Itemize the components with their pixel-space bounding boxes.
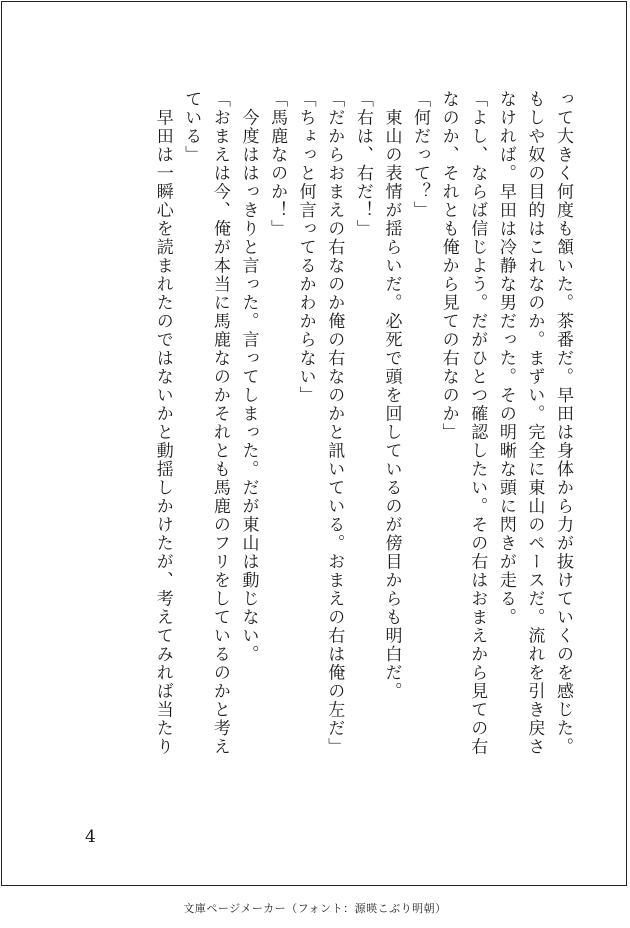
text-line: なのか、それとも俺から見ての右なのか」 [438,90,459,442]
text-line: 「ちょっと何言ってるかわからない」 [295,90,316,405]
text-line: なければ。早田は冷静な男だった。その明晰な頭に閃きが走る。 [495,90,516,627]
text-line: 「よし、ならば信じよう。だがひとつ確認したい。その右はおまえから見ての右 [467,90,488,756]
vertical-body-text [148,90,577,850]
text-line: 「だからおまえの右なのか俺の右なのかと訊いている。おまえの右は俺の左だ」 [324,90,345,756]
footer-caption: 文庫ページメーカー（フォント：源暎こぶり明朝） [183,902,447,915]
text-line: って大きく何度も頷いた。茶番だ。早田は身体から力が抜けていくのを感じた。 [553,90,573,756]
text-line: 「何だって？」 [410,90,431,220]
text-line: 「馬鹿なのか！」 [267,90,288,238]
text-line: 今度ははっきりと言った。言ってしまった。だが東山は動じない。 [238,90,259,664]
text-line: もしや奴の目的はこれなのか。まずい。完全に東山のペースだ。流れを引き戻さ [524,90,545,756]
page-number: 4 [85,827,96,847]
text-line: 東山の表情が揺らいだ。必死で頭を回しているのが傍目からも明白だ。 [381,90,402,701]
text-line: 「右は、右だ！」 [352,90,373,238]
book-page [1,1,627,886]
text-line: 「おまえは今、俺が本当に馬鹿なのかそれとも馬鹿のフリをしているのかと考え [209,90,230,756]
text-line: ている」 [181,90,202,164]
text-line: 早田は一瞬心を読まれたのではないかと動揺しかけたが、考えてみれば当たり [152,90,173,756]
